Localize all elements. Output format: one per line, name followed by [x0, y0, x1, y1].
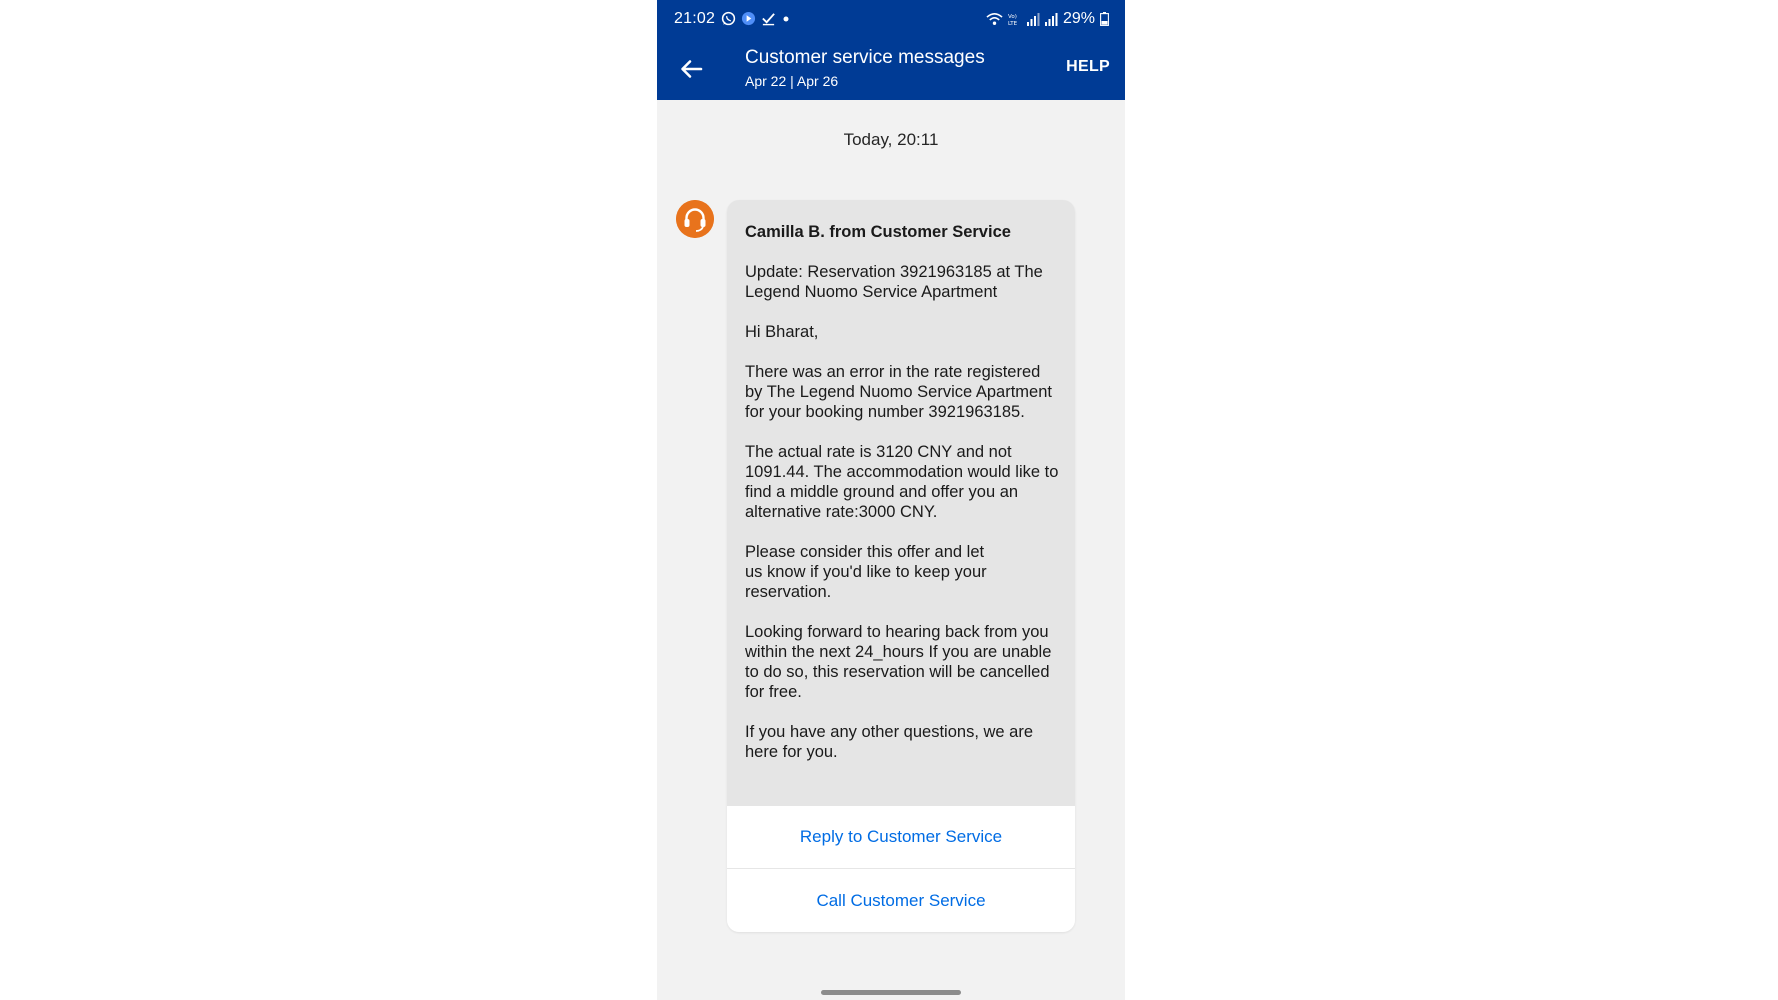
dot-icon: [781, 14, 791, 24]
whatsapp-icon: [721, 11, 736, 26]
message-body: [727, 200, 1075, 806]
signal-icon: [1045, 13, 1058, 26]
battery-icon: [1100, 12, 1109, 26]
headset-icon: [676, 200, 714, 238]
status-time: 21:02: [674, 10, 716, 27]
reply-to-customer-service-button[interactable]: Reply to Customer Service: [727, 806, 1075, 869]
message-paragraph: If you have any other questions, we are here for you.: [745, 723, 1034, 761]
message-sender: Camilla B. from Customer Service: [745, 223, 1011, 241]
arrow-left-icon[interactable]: [677, 54, 707, 84]
home-indicator[interactable]: [821, 990, 961, 995]
phone-screen: [657, 0, 1125, 1000]
notification-icons: [721, 11, 791, 26]
message-paragraph: Please consider this offer and let us know if you'd like to keep your reservation.: [745, 543, 987, 601]
help-button[interactable]: HELP: [1066, 58, 1110, 75]
message-paragraph: Hi Bharat,: [745, 323, 819, 341]
check-icon: [761, 11, 776, 26]
app-bar: [657, 38, 1125, 100]
page-subtitle: Apr 22 | Apr 26: [745, 73, 839, 89]
app-notification-icon: [741, 11, 756, 26]
signal-icon: [1027, 13, 1040, 26]
call-customer-service-button[interactable]: Call Customer Service: [727, 869, 1075, 932]
wifi-icon: [986, 12, 1003, 26]
status-right: [986, 10, 1109, 28]
message-paragraph: Update: Reservation 3921963185 at The Legend Nuomo Service Apartment: [745, 263, 1043, 301]
page-title: Customer service messages: [745, 47, 985, 68]
message-paragraph: Looking forward to hearing back from you within the next 24_hours If you are unable to do so, this reservation will be cancelled for free.: [745, 623, 1052, 701]
status-bar: [657, 0, 1125, 38]
battery-percentage: 29%: [1062, 10, 1095, 27]
message-paragraph: The actual rate is 3120 CNY and not 1091.44. The accommodation would like to find a middle ground and offer you an alternative rate:3000 CNY.: [745, 443, 1059, 521]
svg-text:LTE: LTE: [1007, 21, 1018, 26]
message-bubble: [727, 200, 1075, 932]
volte-icon: [1008, 12, 1022, 26]
message-timestamp: Today, 20:11: [843, 130, 939, 149]
message-paragraph: There was an error in the rate registered by The Legend Nuomo Service Apartment for your booking number 3921963185.: [745, 363, 1052, 421]
message-text: [745, 222, 1061, 782]
svg-text:Vo): Vo): [1007, 14, 1017, 20]
